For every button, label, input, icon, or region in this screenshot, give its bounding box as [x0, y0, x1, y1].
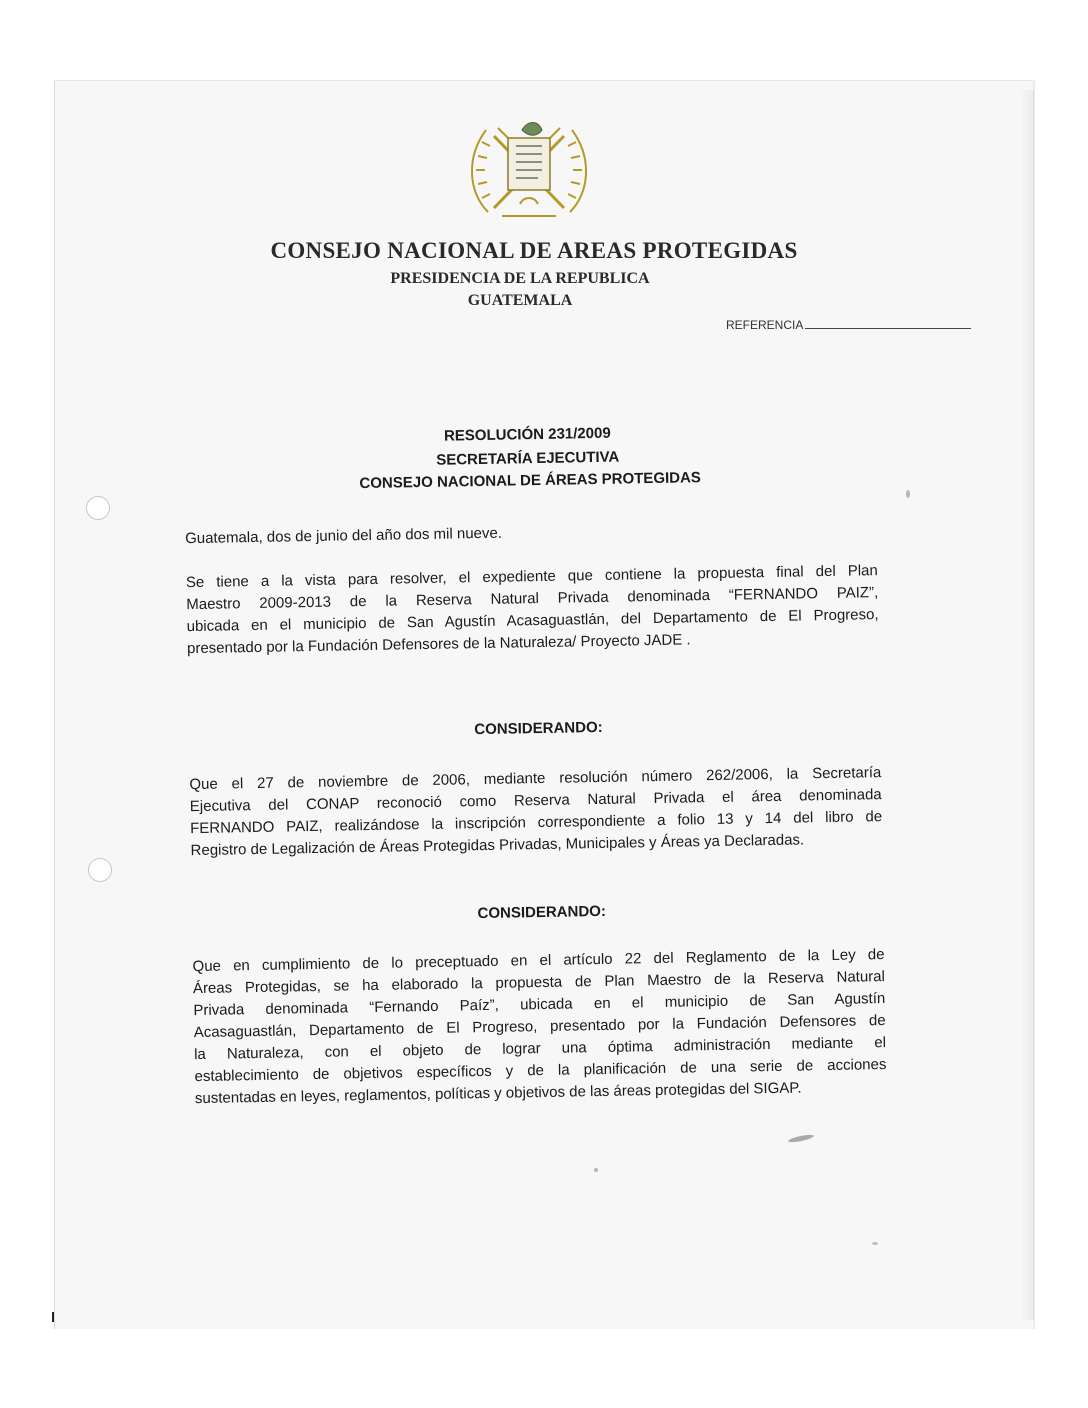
considerando-2-line: Que en cumplimiento de lo preceptuado en el artículo 22 del Reglamento de la Ley de [192, 946, 885, 976]
considerando-2-line: establecimiento de objetivos específicos y de la planificación de una serie de acciones [194, 1056, 887, 1086]
considerando-1-line: FERNANDO PAIZ, realizándose la inscripción correspondiente a folio 13 y 14 del libro de [190, 808, 883, 838]
considerando-paragraph-2 [192, 944, 887, 1110]
considerando-heading-2: CONSIDERANDO: [477, 902, 607, 923]
resolution-number: RESOLUCIÓN 231/2009 [443, 424, 611, 445]
document-page [54, 80, 1033, 1329]
intro-line: Maestro 2009-2013 de la Reserva Natural Privada denominada “FERNANDO PAIZ”, [186, 584, 879, 614]
guatemala-coat-of-arms-icon [458, 112, 600, 228]
margin-mark [52, 1312, 54, 1322]
considerando-1-line: Que el 27 de noviembre de 2006, mediante resolución número 262/2006, la Secretaría [189, 764, 882, 794]
org-name: CONSEJO NACIONAL DE AREAS PROTEGIDAS [270, 238, 798, 263]
reference-field [726, 318, 971, 332]
considerando-paragraph-1 [189, 762, 882, 862]
country-line: GUATEMALA [467, 292, 573, 309]
considerando-heading-1: CONSIDERANDO: [474, 718, 603, 739]
considerando-2-line: Acasaguastlán, Departamento de El Progreso, presentado por la Fundación Defensores de [193, 1012, 886, 1042]
intro-line: presentado por la Fundación Defensores de la Naturaleza/ Proyecto JADE . [186, 631, 691, 658]
intro-line: Se tiene a la vista para resolver, el expediente que contiene la propuesta final del Plan [185, 562, 878, 592]
reference-blank-line [805, 318, 971, 329]
scan-speck [872, 1242, 878, 1245]
considerando-2-line: Áreas Protegidas, se ha elaborado la propuesta de Plan Maestro de la Reserva Natural [192, 968, 886, 998]
scan-speck [594, 1168, 598, 1172]
considerando-2-line: Privada denominada “Fernando Paíz”, ubicada en el municipio de San Agustín [193, 990, 886, 1020]
punch-hole-top [86, 496, 110, 520]
resolution-council: CONSEJO NACIONAL DE ÁREAS PROTEGIDAS [359, 469, 702, 493]
considerando-1-line: Ejecutiva del CONAP reconoció como Reserva Natural Privada el área denominada [189, 786, 882, 816]
intro-paragraph [186, 560, 879, 660]
reference-label: REFERENCIA [726, 318, 804, 332]
punch-hole-bottom [88, 858, 112, 882]
presidency-line: PRESIDENCIA DE LA REPUBLICA [390, 270, 650, 287]
intro-line: ubicada en el municipio de San Agustín Acasaguastlán, del Departamento de El Progreso, [186, 606, 879, 636]
considerando-2-line: la Naturaleza, con el objeto de lograr una óptima administración mediante el [193, 1034, 887, 1064]
resolution-office: SECRETARÍA EJECUTIVA [436, 448, 620, 469]
date-text: Guatemala, dos de junio del año dos mil nueve. [184, 524, 503, 548]
considerando-2-line: sustentadas en leyes, reglamentos, políticas y objetivos de las áreas protegidas del SIGAP. [194, 1079, 802, 1108]
scan-speck [906, 490, 910, 498]
considerando-1-line: Registro de Legalización de Áreas Protegidas Privadas, Municipales y Áreas ya Declaradas. [190, 831, 805, 860]
